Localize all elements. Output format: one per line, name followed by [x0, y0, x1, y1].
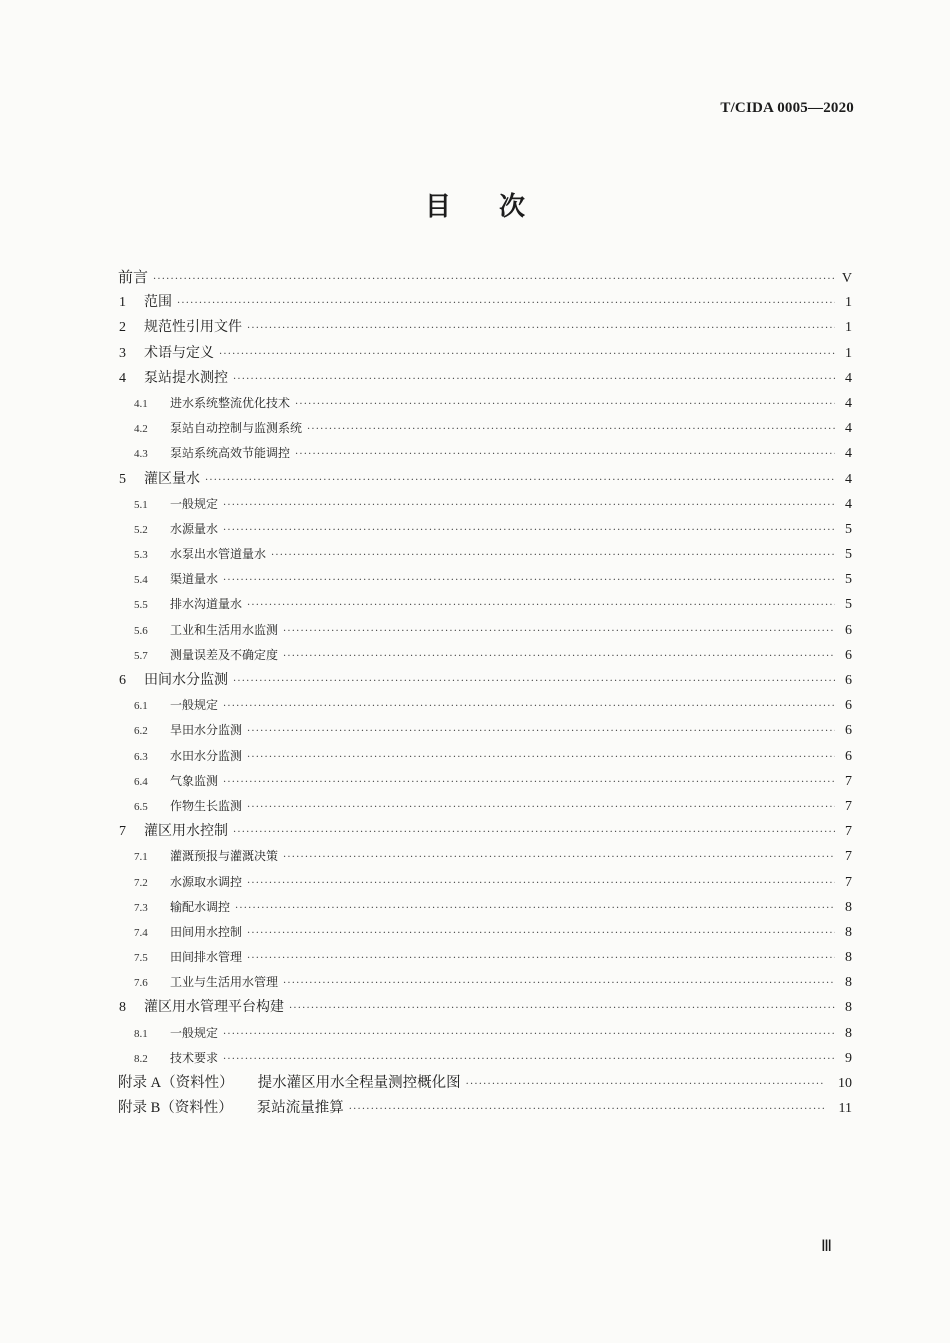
toc-entry-label: 水源量水 — [170, 521, 219, 536]
toc-entry-page: 1 — [845, 295, 852, 311]
toc-leader-dots — [247, 593, 835, 618]
toc-entry-label: 气象监测 — [170, 773, 219, 788]
toc-entry[interactable] — [118, 744, 852, 769]
toc-entry-label: 泵站流量推算 — [256, 1100, 344, 1117]
toc-entry[interactable] — [118, 870, 852, 895]
toc-entry-number: 7.2 — [134, 876, 148, 889]
toc-leader-dots — [219, 342, 835, 367]
toc-title — [0, 186, 950, 223]
toc-leader-dots — [223, 493, 835, 518]
toc-entry-label: 田间排水管理 — [170, 950, 243, 965]
toc-leader-dots — [205, 468, 835, 493]
toc-entry-page: 8 — [845, 924, 852, 940]
toc-entry-page: 4 — [845, 421, 852, 437]
toc-leader-dots — [295, 392, 835, 417]
toc-leader-dots — [247, 946, 835, 971]
toc-entry[interactable] — [118, 895, 852, 920]
toc-entry[interactable] — [118, 1046, 852, 1071]
toc-entry[interactable] — [118, 643, 852, 668]
toc-entry[interactable] — [118, 567, 852, 592]
toc-leader-dots — [271, 543, 835, 568]
toc-entry-page: 11 — [838, 1101, 852, 1117]
toc-entry-label: 范围 — [144, 294, 172, 311]
toc-entry-page: 5 — [845, 521, 852, 537]
toc-leader-dots — [223, 568, 835, 593]
toc-leader-dots — [153, 267, 835, 292]
toc-entry-page: 8 — [845, 950, 852, 966]
toc-entry-page: 10 — [838, 1076, 852, 1091]
toc-entry-number: 7.6 — [134, 977, 148, 990]
toc-entry-page: 6 — [845, 748, 852, 764]
toc-entry-number: 3 — [119, 345, 126, 361]
toc-leader-dots — [283, 644, 835, 669]
toc-entry-number: 6.5 — [134, 800, 148, 813]
toc-entry-number: 附录 B（资料性） — [118, 1100, 233, 1117]
toc-entry-label: 田间水分监测 — [144, 672, 228, 688]
toc-leader-dots — [283, 845, 835, 870]
toc-leader-dots — [247, 871, 835, 896]
toc-entry-label: 泵站自动控制与监测系统 — [170, 421, 303, 436]
toc-leader-dots — [289, 996, 835, 1021]
document-code: T/CIDA 0005—2020 — [720, 100, 854, 116]
toc-entry[interactable] — [118, 265, 852, 290]
toc-entry[interactable] — [118, 718, 852, 743]
toc-entry[interactable] — [118, 1021, 852, 1046]
toc-leader-dots — [247, 795, 835, 820]
toc-entry-label: 进水系统整流优化技术 — [170, 395, 291, 410]
toc-entry-label: 作物生长监测 — [170, 798, 243, 813]
toc-entry-number: 7 — [119, 824, 126, 840]
toc-entry-page: 8 — [845, 899, 852, 915]
toc-leader-dots — [223, 1047, 835, 1072]
toc-entry-label: 泵站提水测控 — [144, 369, 228, 386]
toc-entry-label: 一般规定 — [170, 698, 219, 713]
toc-entry-page: 5 — [845, 547, 852, 563]
toc-entry[interactable] — [118, 819, 852, 844]
toc-entry[interactable] — [118, 618, 852, 643]
toc-entry-label: 田间用水控制 — [170, 924, 243, 939]
toc-leader-dots — [223, 694, 835, 719]
toc-entry-number: 1 — [119, 295, 126, 311]
toc-entry-page: 6 — [845, 698, 852, 714]
toc-entry-page: 5 — [845, 597, 852, 613]
toc-entry-page: 6 — [845, 647, 852, 663]
toc-entry-page: 7 — [845, 849, 852, 865]
toc-entry-page: 1 — [845, 320, 852, 336]
toc-leader-dots — [247, 719, 835, 744]
toc-entry[interactable] — [118, 920, 852, 945]
toc-entry-label: 一般规定 — [170, 496, 219, 511]
toc-leader-dots — [177, 291, 835, 316]
toc-entry-label: 技术要求 — [170, 1050, 219, 1065]
toc-leader-dots — [283, 619, 835, 644]
toc-leader-dots — [235, 896, 835, 921]
toc-entry-number: 6.3 — [134, 750, 148, 763]
toc-leader-dots — [247, 316, 835, 341]
toc-entry-label: 水泵出水管道量水 — [170, 547, 267, 562]
toc-entry-number: 2 — [119, 320, 126, 336]
toc-leader-dots — [223, 518, 835, 543]
toc-entry-page: 8 — [845, 1000, 852, 1016]
toc-entry-number: 6.1 — [134, 700, 148, 713]
toc-leader-dots — [233, 669, 835, 694]
toc-entry-page: 8 — [845, 975, 852, 991]
toc-entry-page: 6 — [845, 723, 852, 739]
toc-entry-number: 4 — [119, 370, 126, 386]
toc-entry-label: 术语与定义 — [144, 344, 214, 361]
toc-entry-number: 4.3 — [134, 448, 148, 461]
toc-entry-number: 附录 A（资料性） — [118, 1075, 234, 1091]
toc-entry-number: 6.4 — [134, 775, 148, 788]
toc-entry[interactable] — [118, 517, 852, 542]
toc-entry[interactable] — [118, 467, 852, 492]
toc-leader-dots — [349, 1097, 825, 1122]
toc-entry-number: 6 — [119, 673, 126, 688]
toc-entry-page: 6 — [845, 673, 852, 688]
toc-entry-page: 7 — [845, 874, 852, 890]
toc-entry-label: 一般规定 — [170, 1025, 219, 1040]
toc-entry[interactable] — [118, 769, 852, 794]
toc-entry-label: 工业和生活用水监测 — [170, 622, 279, 637]
toc-entry-page: 7 — [845, 824, 852, 840]
toc-entry-number: 4.2 — [134, 423, 148, 436]
toc-entry[interactable] — [118, 290, 852, 315]
toc-entry[interactable] — [118, 416, 852, 441]
toc-leader-dots — [247, 745, 835, 770]
toc-entry-label: 工业与生活用水管理 — [170, 975, 279, 990]
toc-entry[interactable] — [118, 1071, 852, 1096]
toc-entry[interactable] — [118, 1096, 852, 1121]
toc-entry-number: 8.2 — [134, 1052, 148, 1065]
toc-entry-label: 灌区量水 — [144, 470, 200, 487]
table-of-contents — [118, 265, 852, 1121]
toc-entry-page: 7 — [845, 773, 852, 789]
toc-entry[interactable] — [118, 945, 852, 970]
toc-entry-label: 提水灌区用水全程量测控概化图 — [257, 1075, 461, 1091]
toc-entry[interactable] — [118, 668, 852, 693]
toc-entry[interactable] — [118, 341, 852, 366]
toc-entry-number: 7.3 — [134, 901, 148, 914]
toc-entry-page: 4 — [845, 370, 852, 386]
toc-entry-label: 水田水分监测 — [170, 748, 243, 763]
toc-entry[interactable] — [118, 366, 852, 391]
toc-entry-label: 灌区用水控制 — [144, 823, 228, 840]
toc-entry-label: 输配水调控 — [170, 899, 231, 914]
toc-entry-page: 5 — [845, 572, 852, 588]
toc-entry-number: 5.6 — [134, 624, 148, 637]
toc-entry-page: 4 — [845, 496, 852, 512]
toc-entry[interactable] — [118, 995, 852, 1020]
toc-leader-dots — [295, 442, 835, 467]
toc-entry[interactable] — [118, 794, 852, 819]
toc-entry-page: 1 — [845, 345, 852, 361]
toc-entry[interactable] — [118, 542, 852, 567]
toc-entry-number: 6.2 — [134, 725, 148, 738]
toc-entry-label: 前言 — [118, 268, 149, 286]
toc-entry-number: 5 — [119, 471, 126, 487]
toc-entry[interactable] — [118, 492, 852, 517]
toc-entry-page: 4 — [845, 446, 852, 462]
toc-entry[interactable] — [118, 315, 852, 340]
toc-entry-number: 4.1 — [134, 397, 148, 410]
toc-entry-label: 旱田水分监测 — [170, 723, 243, 738]
toc-entry-number: 5.7 — [134, 649, 148, 662]
toc-leader-dots — [466, 1072, 825, 1097]
page-number: Ⅲ — [820, 1238, 832, 1255]
toc-leader-dots — [283, 971, 835, 996]
toc-entry-label: 水源取水调控 — [170, 874, 243, 889]
toc-entry-label: 泵站系统高效节能调控 — [170, 446, 291, 461]
toc-leader-dots — [223, 1022, 835, 1047]
toc-entry-number: 5.1 — [134, 498, 148, 511]
toc-entry-page: 6 — [845, 622, 852, 638]
toc-entry-page: 4 — [845, 471, 852, 487]
toc-entry-label: 灌区用水管理平台构建 — [144, 999, 284, 1016]
toc-title-char-2: 次 — [499, 192, 526, 222]
toc-entry-number: 5.5 — [134, 599, 148, 612]
toc-title-char-1: 目 — [424, 192, 451, 222]
toc-entry[interactable] — [118, 844, 852, 869]
toc-entry-number: 5.4 — [134, 574, 148, 587]
toc-entry-page: 8 — [845, 1025, 852, 1041]
toc-entry-page: 9 — [845, 1050, 852, 1066]
toc-leader-dots — [247, 921, 835, 946]
toc-entry-number: 5.3 — [134, 549, 148, 562]
toc-entry-label: 测量误差及不确定度 — [170, 647, 279, 662]
toc-entry-label: 渠道量水 — [170, 572, 219, 587]
toc-leader-dots — [223, 770, 835, 795]
toc-entry[interactable] — [118, 970, 852, 995]
toc-entry-page: V — [841, 271, 852, 286]
toc-entry-number: 7.1 — [134, 851, 148, 864]
toc-entry-page: 7 — [845, 798, 852, 814]
toc-entry[interactable] — [118, 391, 852, 416]
toc-leader-dots — [233, 820, 835, 845]
toc-entry-label: 规范性引用文件 — [144, 319, 242, 336]
toc-entry[interactable] — [118, 592, 852, 617]
toc-entry-page: 4 — [845, 395, 852, 411]
toc-leader-dots — [233, 367, 835, 392]
toc-entry[interactable] — [118, 693, 852, 718]
toc-entry-number: 7.5 — [134, 952, 148, 965]
toc-entry-number: 5.2 — [134, 523, 148, 536]
toc-entry-number: 7.4 — [134, 926, 148, 939]
toc-entry-label: 排水沟道量水 — [170, 597, 243, 612]
toc-entry-number: 8 — [119, 1000, 126, 1016]
toc-entry-label: 灌溉预报与灌溉决策 — [170, 849, 279, 864]
toc-leader-dots — [307, 417, 835, 442]
toc-entry-number: 8.1 — [134, 1027, 148, 1040]
toc-entry[interactable] — [118, 441, 852, 466]
